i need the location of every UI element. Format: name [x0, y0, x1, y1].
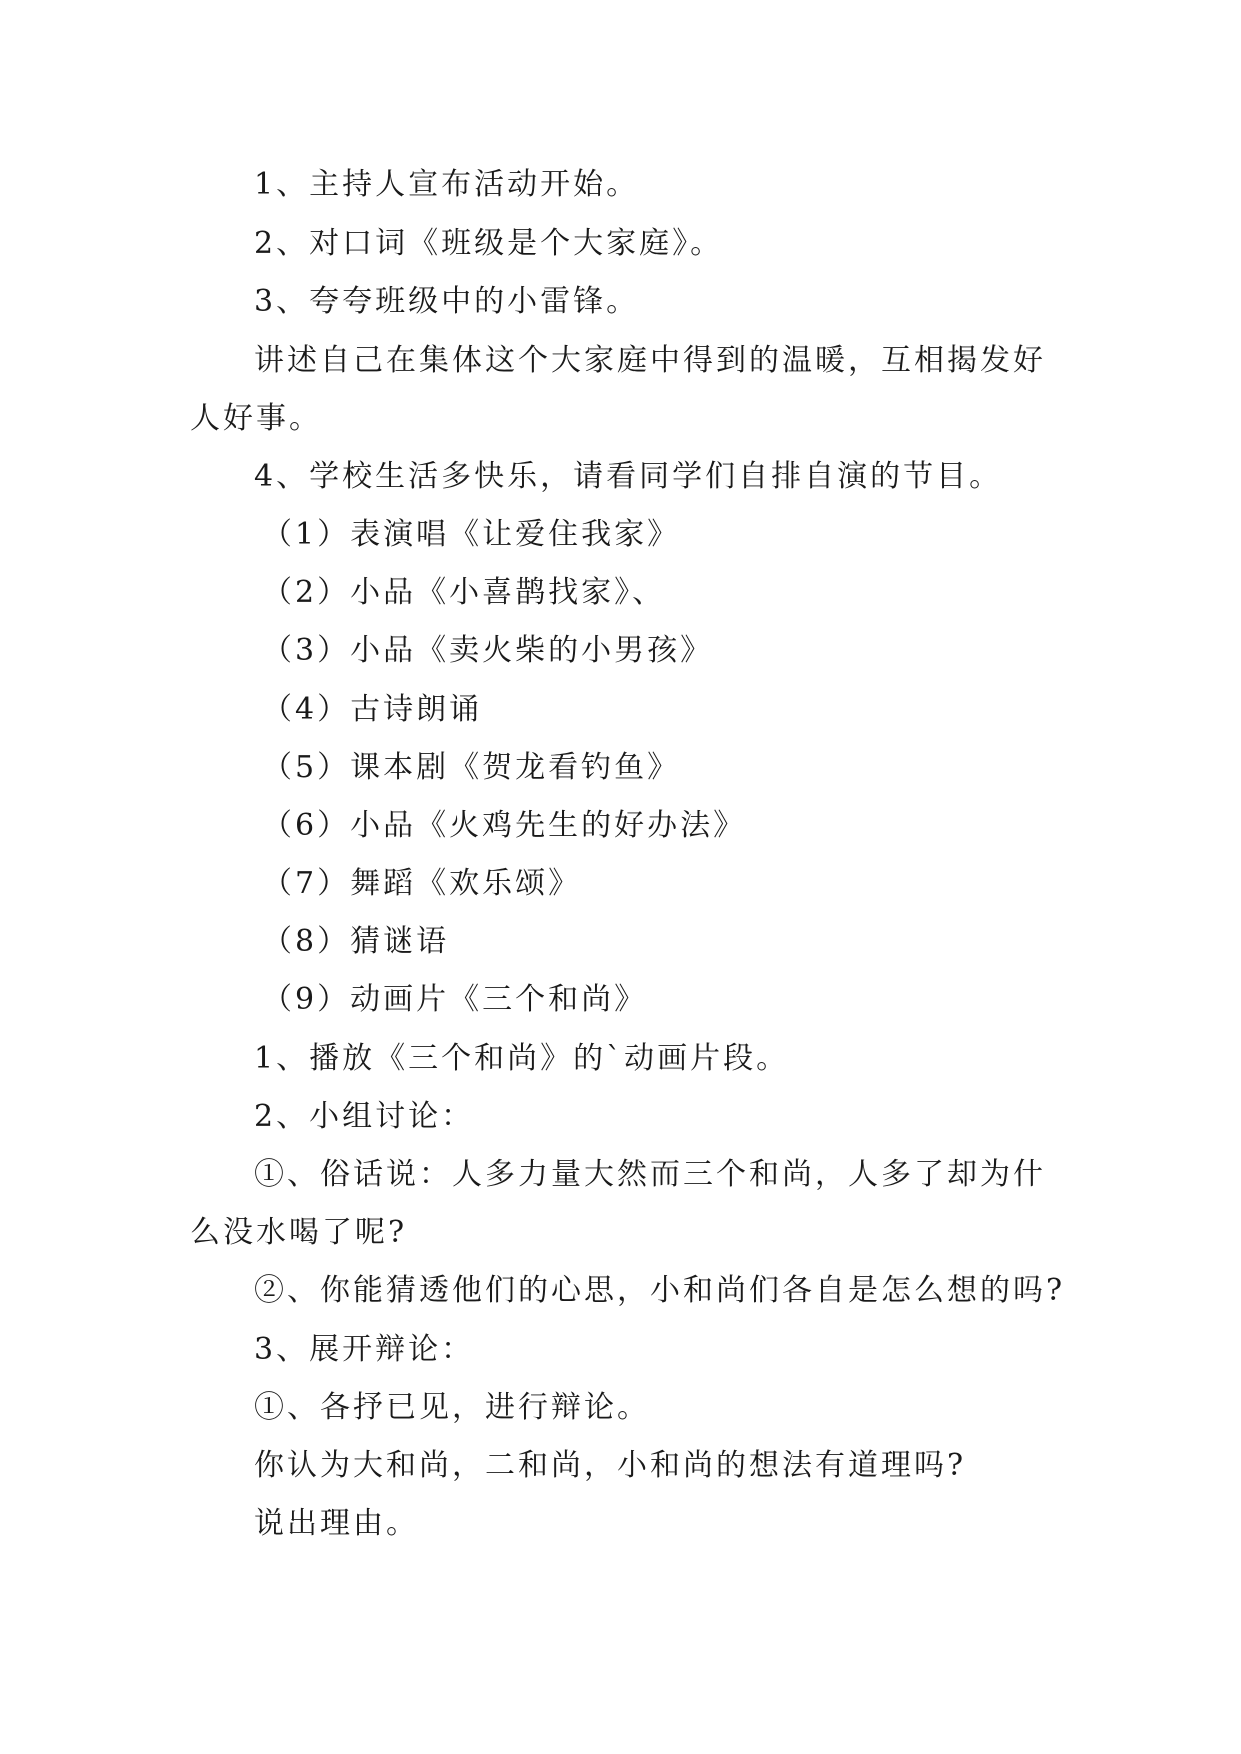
- text-line: 2、小组讨论：: [254, 1099, 475, 1134]
- text-line: （7）舞蹈《欢乐颂》: [262, 866, 582, 901]
- text-line: 3、夸夸班级中的小雷锋。: [254, 284, 640, 319]
- text-line: 3、展开辩论：: [254, 1332, 475, 1367]
- text-line: 么没水喝了呢?: [190, 1215, 408, 1250]
- text-line: 人好事。: [190, 401, 322, 436]
- text-line: （9）动画片《三个和尚》: [262, 982, 648, 1017]
- text-line: 1、播放《三个和尚》的`动画片段。: [254, 1041, 790, 1076]
- text-line: （1）表演唱《让爱住我家》: [262, 517, 681, 552]
- text-line: （8）猜谜语: [262, 924, 450, 959]
- text-line: ①、俗话说：人多力量大然而三个和尚，人多了却为什: [254, 1157, 1046, 1192]
- text-line: （6）小品《火鸡先生的好办法》: [262, 808, 747, 843]
- text-line: ②、你能猜透他们的心思，小和尚们各自是怎么想的吗?: [254, 1273, 1066, 1308]
- text-line: 2、对口词《班级是个大家庭》。: [254, 226, 724, 261]
- text-line: （4）古诗朗诵: [262, 692, 483, 727]
- text-line: （3）小品《卖火柴的小男孩》: [262, 633, 714, 668]
- text-line: 说出理由。: [254, 1506, 419, 1541]
- text-line: 1、主持人宣布活动开始。: [254, 167, 640, 202]
- text-line: （5）课本剧《贺龙看钓鱼》: [262, 750, 681, 785]
- text-line: 你认为大和尚，二和尚，小和尚的想法有道理吗?: [254, 1448, 967, 1483]
- text-line: 讲述自己在集体这个大家庭中得到的温暖，互相揭发好: [254, 343, 1046, 378]
- text-line: 4、学校生活多快乐，请看同学们自排自演的节目。: [254, 459, 1003, 494]
- text-line: （2）小品《小喜鹊找家》、: [262, 575, 666, 610]
- text-line: ①、各抒已见，进行辩论。: [254, 1390, 650, 1425]
